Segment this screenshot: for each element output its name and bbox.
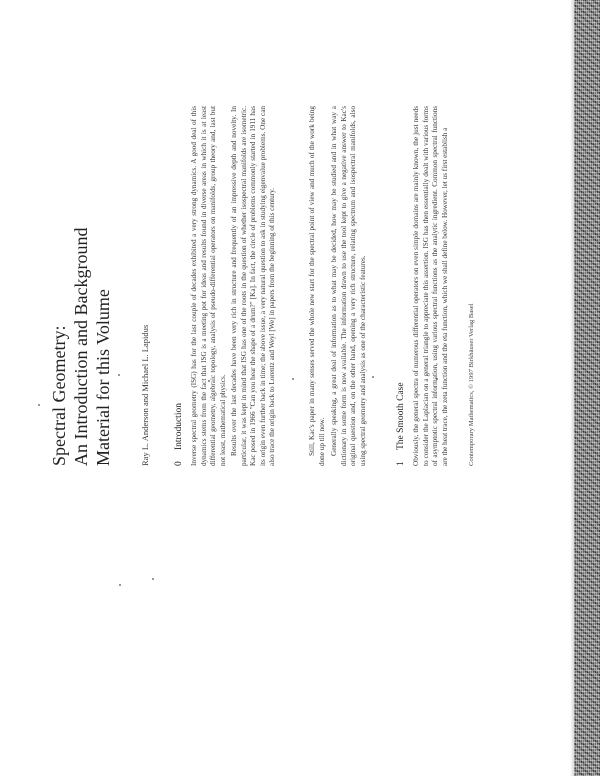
paragraph: Results over the last decades have been very rich in structure and frequently of an impressive depth and novelty. In particular, it was kept in mind that ISG has one of the roots in the question of whether isospectral manifolds are isometric. Kac posed in 1966 "Can you hear the shape of a drum?" [Ka]. In fact, the circle of problems commonly started in 1911 has its origin even further back in time; the above issue, a very natural question to ask in studying eigenvalue problems. One can also trace the origin back to Lorentz and Weyl [We] in papers from the beginning of this century.	[230, 106, 277, 466]
paragraph: Obviously, the general spectra of numerous differential operators on even simple domains are mainly known, the just needs to consider the Laplacian on a general triangle to appreciate this assertion. ISG has then essentially dealt with various forms of asymptotic spectral information, using various spectral functions as the analytic ingredient. Common spectral functions are the heat trace, the zeta function and the eta function, which we shall define below. However, let us first establish a	[412, 106, 449, 466]
section-heading-introduction	[174, 403, 184, 466]
section-heading-smooth-case	[396, 382, 406, 466]
rotated-paper-page	[12, 64, 552, 764]
paragraph: Still, Kac's paper in many senses served the whole new start for the spectral point of view and much of the work being done up till now.	[308, 106, 326, 466]
paragraph: Inverse spectral geometry (ISG) has for the last couple of decades exhibited a very strong dynamics. A good deal of this dynamics stems from the fact that ISG is a meeting pot for ideas and results found in diverse areas in which it is at least differential geometry, algebraic topology, analysis of pseudo-differential operators on manifolds, group theory and, last but not least, mathematical physics.	[190, 106, 227, 466]
paragraph: Generally speaking, a great deal of information as to what may be decided, how may be studied and in what way a dictionary in some form is now available. The information drawn to use the tool kept to give a negative answer to Kac's original question and, on the other hand, opening a very rich structure, relating spectrum and isospectral manifolds, also using spectral geometry and analysis as one of the characteristic features.	[330, 106, 367, 466]
title-line-1: Spectral Geometry:	[49, 325, 69, 466]
section-title: Introduction	[174, 403, 184, 450]
paper-title	[48, 106, 114, 466]
section-title: The Smooth Case	[396, 382, 406, 450]
section-number: 1	[396, 461, 406, 466]
paper-authors: Ray L. Anderson and Michael L. Lapidus	[140, 324, 150, 466]
scanner-edge-shadow	[570, 0, 574, 776]
scanner-edge	[574, 0, 600, 776]
publisher-footer: Contemporary Mathematics, © 1997 Birkhäuser Verlag Basel	[468, 303, 475, 466]
title-line-2: An Introduction and Background	[71, 227, 91, 466]
section-number: 0	[174, 461, 184, 466]
page-content	[12, 64, 552, 764]
title-line-3: Material for this Volume	[93, 289, 113, 466]
